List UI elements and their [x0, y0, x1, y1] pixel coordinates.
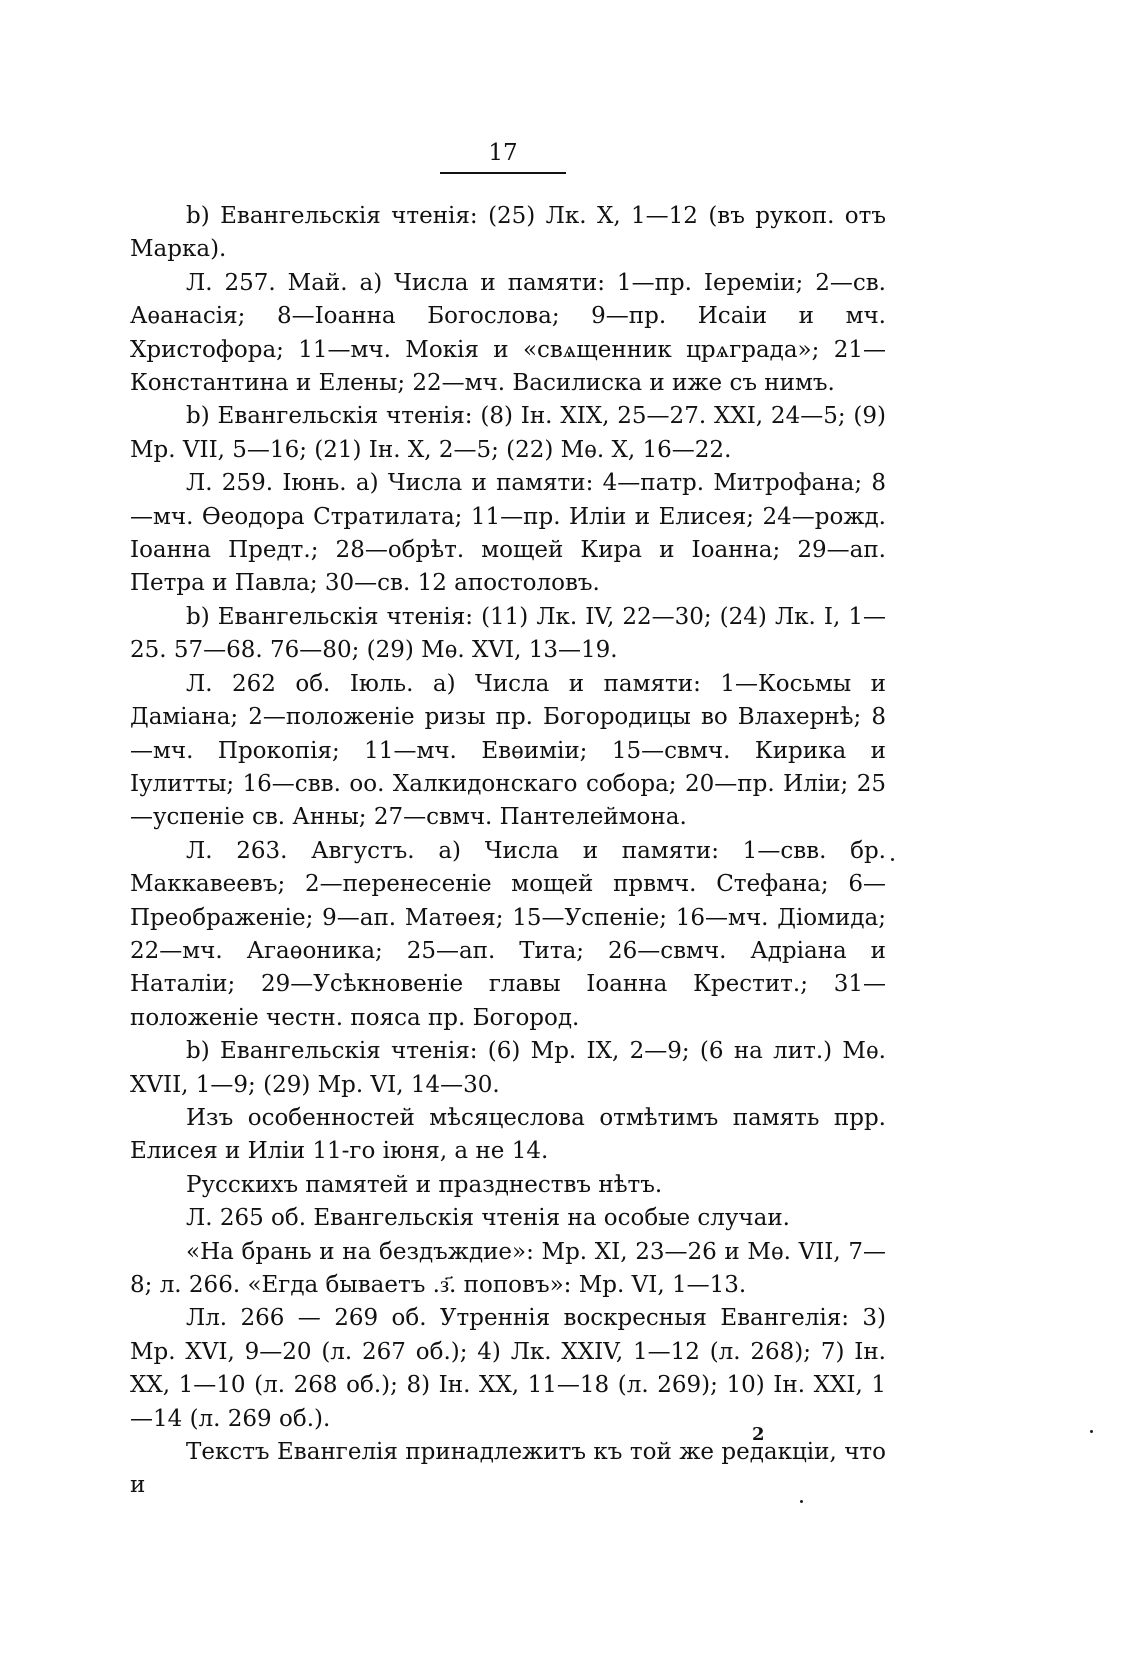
paragraph-sunday-gospels: Лл. 266 — 269 об. Утреннiя воскресныя Евангелiя: 3) Мр. XVI, 9—20 (л. 267 об.); 4) Лк. XXIV, 1—12 (л. 268); 7) Iн. XX, 1—10 (л. 268 об.); 8) Iн. XX, 11—18 (л. 269); 10) Iн. XXI, 1—14 (л. 269 об.).	[130, 1305, 886, 1432]
page-number: 17	[440, 138, 566, 174]
paragraph-gospel-readings-1: b) Евангельскiя чтенiя: (25) Лк. X, 1—12 (въ рукоп. отъ Марка).	[130, 203, 886, 263]
paragraph-text-redaction: Текстъ Евангелiя принадлежитъ къ той же редакцiи, что и	[130, 1439, 886, 1499]
paragraph-may-calendar: Л. 257. Май. a) Числа и памяти: 1—пр. Iеремiи; 2—св. Аѳанасiя; 8—Iоанна Богослова; 9—пр. Исаiи и мч. Христофора; 11—мч. Мокiя и «свѧщенник црѧграда»; 21—Константина и Елены; 22—мч. Василиска и иже съ нимъ.	[130, 269, 886, 397]
body-text	[130, 200, 886, 1503]
paragraph-august-calendar: Л. 263. Августъ. a) Числа и памяти: 1—свв. бр. Маккавеевъ; 2—перенесенiе мощей првмч. Стефана; 6—Преображенiе; 9—ап. Матѳея; 15—Успенiе; 16—мч. Дiомида; 22—мч. Агаѳоника; 25—ап. Тита; 26—свмч. Адрiана и Наталiи; 29—Усѣкновенiе главы Iоанна Крестит.; 31—положенiе честн. пояса пр. Богород.	[130, 837, 886, 1031]
paragraph-gospel-readings-4: b) Евангельскiя чтенiя: (6) Мр. IX, 2—9; (6 на лит.) Мѳ. XVII, 1—9; (29) Мр. VI, 14—30.	[130, 1038, 886, 1098]
paragraph-special-readings-list: «На брань и на бездъждие»: Мр. XI, 23—26 и Мѳ. VII, 7—8; л. 266. «Егда бываетъ .з҃. поповъ»: Мр. VI, 1—13.	[130, 1238, 886, 1298]
paragraph-calendar-features: Изъ особенностей мѣсяцеслова отмѣтимъ память прр. Елисея и Илiи 11-го iюня, а не 14.	[130, 1104, 886, 1165]
ink-speck	[1090, 1430, 1093, 1433]
ink-speck	[891, 858, 894, 861]
paragraph-russian-memories: Русскихъ памятей и празднествъ нѣтъ.	[186, 1171, 663, 1198]
ink-speck	[800, 1500, 803, 1503]
paragraph-gospel-readings-2: b) Евангельскiя чтенiя: (8) Iн. XIX, 25—27. XXI, 24—5; (9) Мр. VII, 5—16; (21) Iн. X, 2—5; (22) Мѳ. X, 16—22.	[130, 403, 886, 463]
paragraph-special-readings: Л. 265 об. Евангельскiя чтенiя на особые случаи.	[186, 1205, 790, 1232]
signature-mark: 2	[752, 1424, 765, 1445]
paragraph-june-calendar: Л. 259. Iюнь. a) Числа и памяти: 4—патр. Митрофана; 8—мч. Ѳеодора Стратилата; 11—пр. Илiи и Елисея; 24—рожд. Iоанна Предт.; 28—обрѣт. мощей Кира и Iоанна; 29—ап. Петра и Павла; 30—св. 12 апостоловъ.	[130, 470, 886, 597]
paragraph-gospel-readings-3: b) Евангельскiя чтенiя: (11) Лк. IV, 22—30; (24) Лк. I, 1—25. 57—68. 76—80; (29) Мѳ. XVI, 13—19.	[130, 603, 886, 664]
paragraph-july-calendar: Л. 262 об. Iюль. a) Числа и памяти: 1—Косьмы и Дамiана; 2—положенiе ризы пр. Богородицы во Влахернѣ; 8—мч. Прокопiя; 11—мч. Евѳимiи; 15—свмч. Кирика и Iулитты; 16—свв. оо. Халкидонскаго собора; 20—пр. Илiи; 25—успенiе св. Анны; 27—свмч. Пантелеймона.	[130, 670, 886, 831]
